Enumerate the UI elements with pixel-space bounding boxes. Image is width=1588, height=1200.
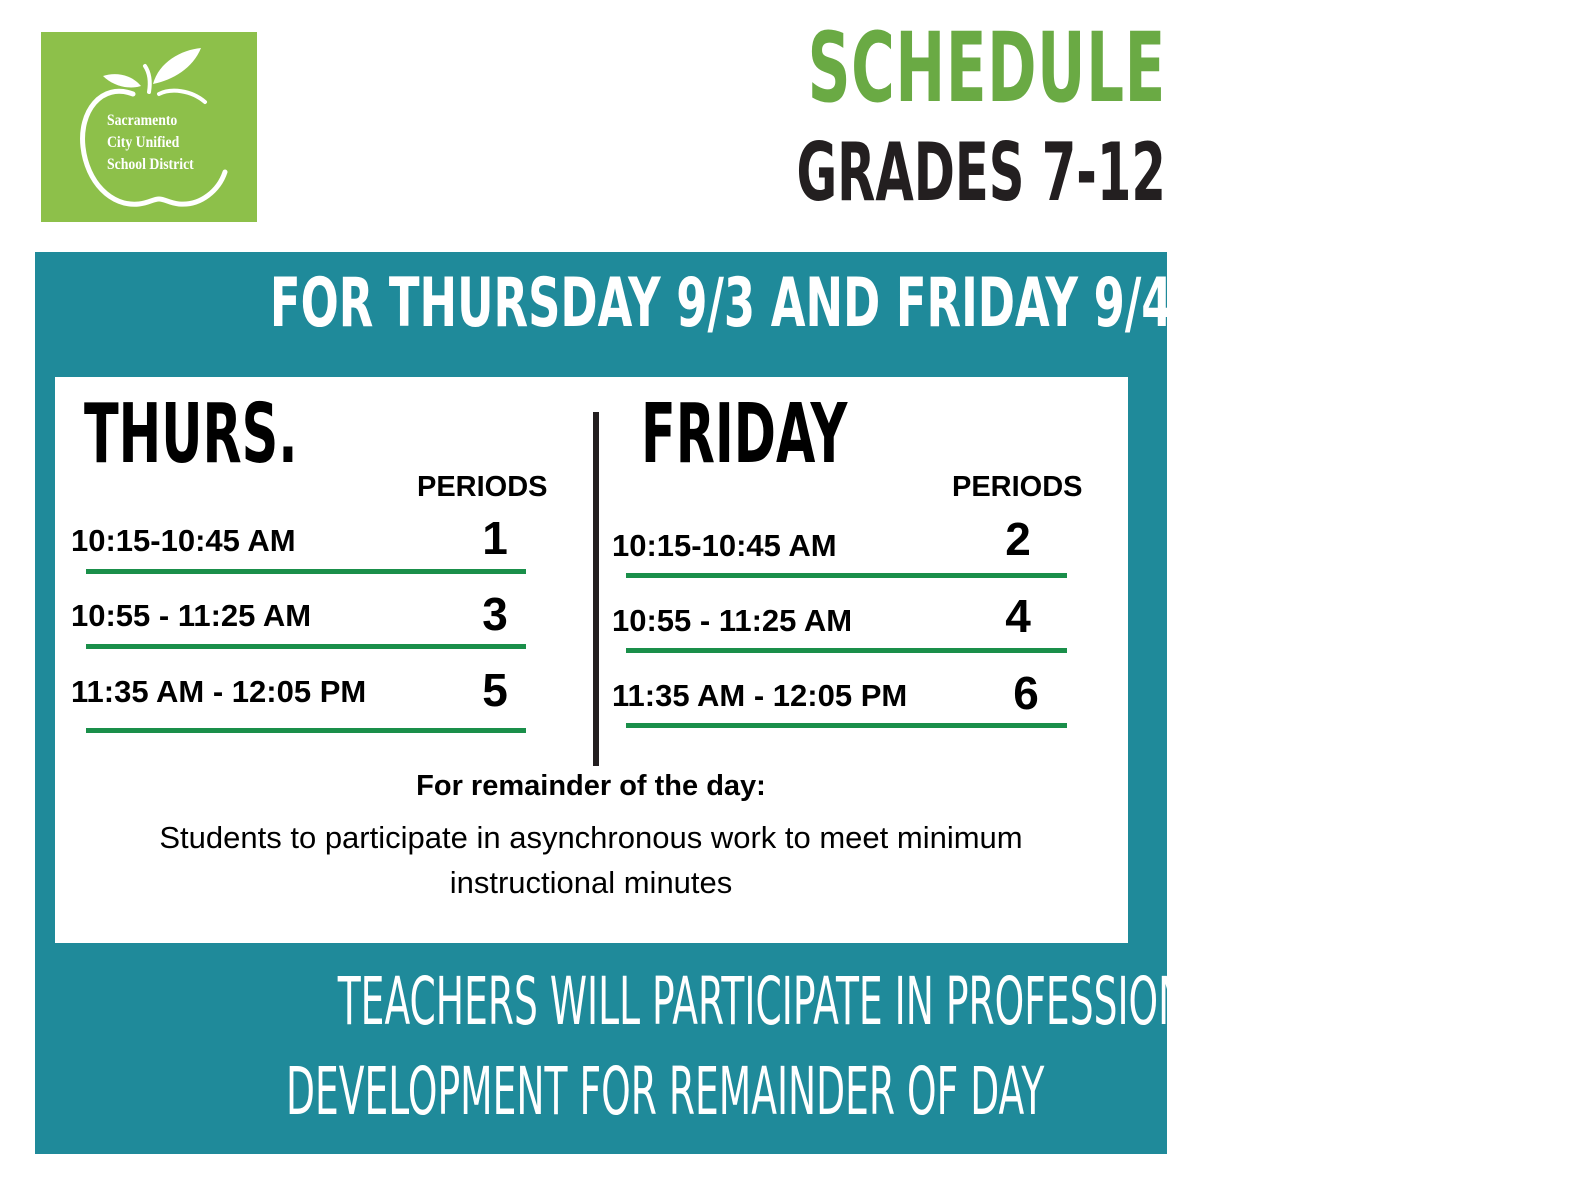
friday-periods-label: PERIODS [952, 471, 1083, 503]
page-subtitle: GRADES 7-12 [796, 126, 1166, 219]
thursday-period: 1 [482, 512, 508, 564]
page-title: SCHEDULE [807, 12, 1166, 124]
friday-time: 10:55 - 11:25 AM [612, 603, 853, 638]
logo-line: Sacramento [107, 112, 178, 129]
remainder-heading: For remainder of the day: [416, 770, 766, 802]
row-rule [626, 648, 1067, 653]
footer-line [0, 1052, 1198, 1132]
friday-period: 6 [1013, 667, 1039, 719]
logo-line: City Unified [107, 134, 180, 151]
column-divider [593, 412, 599, 766]
thursday-title: THURS. [84, 387, 298, 482]
thursday-period: 5 [482, 664, 508, 716]
date-banner [0, 262, 1318, 346]
logo-text [107, 110, 219, 176]
district-logo [41, 32, 257, 222]
row-rule [86, 569, 526, 574]
thursday-time: 11:35 AM - 12:05 PM [71, 674, 367, 709]
row-rule [86, 644, 526, 649]
row-rule [626, 573, 1067, 578]
thursday-time: 10:15-10:45 AM [71, 523, 296, 558]
friday-time: 11:35 AM - 12:05 PM [612, 678, 908, 713]
thursday-time: 10:55 - 11:25 AM [71, 598, 312, 633]
thursday-periods-label: PERIODS [417, 471, 548, 503]
friday-time: 10:15-10:45 AM [612, 528, 837, 563]
remainder-line: Students to participate in asynchronous work to meet minimum [159, 820, 1023, 855]
row-rule [86, 728, 526, 733]
footer-line [0, 962, 1234, 1042]
row-rule [626, 723, 1067, 728]
footer-text: TEACHERS WILL PARTICIPATE IN PROFESSIONAL [337, 963, 1234, 1040]
date-banner-text: FOR THURSDAY 9/3 AND FRIDAY 9/4 ONLY [269, 264, 1318, 343]
remainder-text [60, 815, 1122, 905]
logo-line: School District [107, 156, 194, 173]
friday-period: 2 [1005, 513, 1031, 565]
remainder-line: instructional minutes [449, 865, 733, 900]
thursday-period: 3 [482, 588, 508, 640]
footer-text: DEVELOPMENT FOR REMAINDER OF DAY [286, 1053, 1045, 1130]
friday-title: FRIDAY [641, 387, 848, 482]
friday-period: 4 [1005, 590, 1031, 642]
